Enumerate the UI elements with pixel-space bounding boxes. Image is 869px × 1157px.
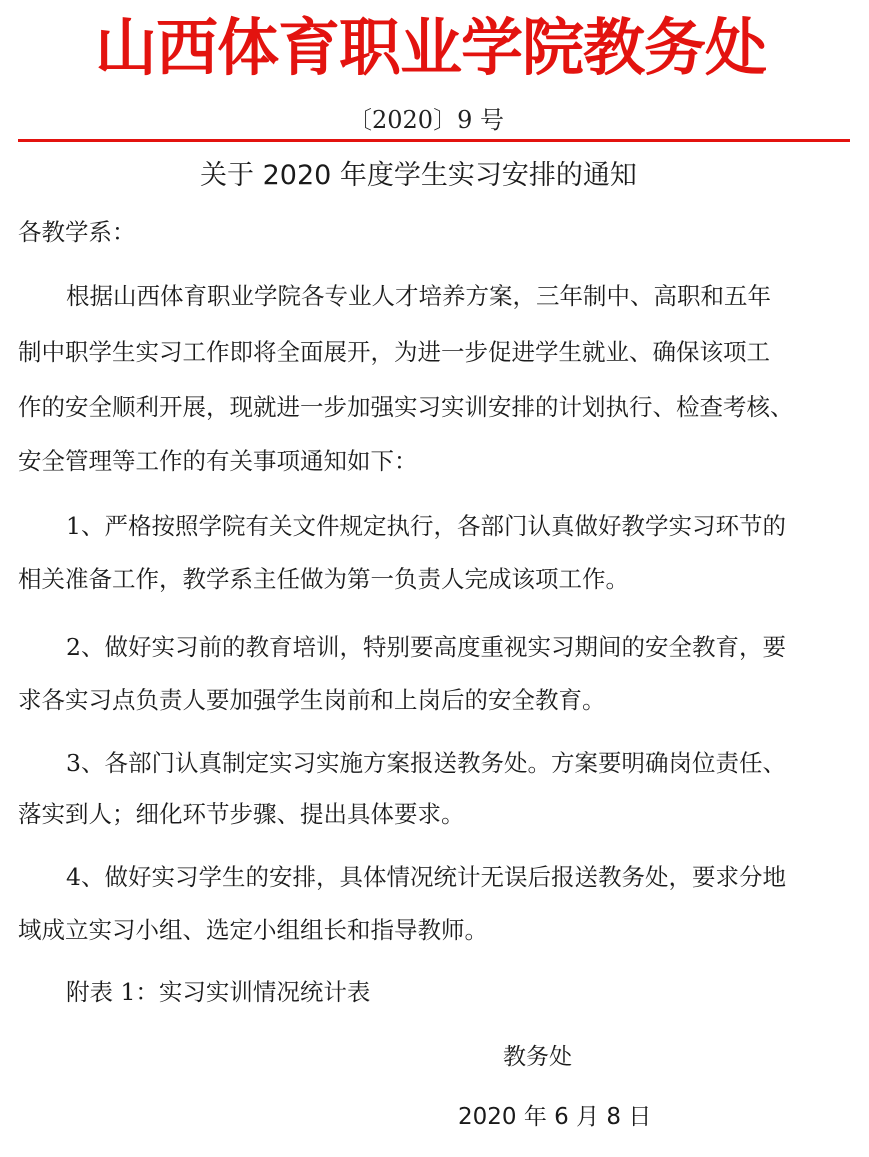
item-1-line: 1、严格按照学院有关文件规定执行，各部门认真做好教学实习环节的 <box>66 512 786 540</box>
intro-line: 作的安全顺利开展，现就进一步加强实习实训安排的计划执行、检查考核、 <box>18 393 794 421</box>
org-title: 山西体育职业学院教务处 <box>95 11 767 84</box>
item-2-line: 2、做好实习前的教育培训，特别要高度重视实习期间的安全教育，要 <box>66 633 786 661</box>
intro-line: 制中职学生实习工作即将全面展开，为进一步促进学生就业、确保该项工 <box>18 338 770 366</box>
salutation: 各教学系： <box>18 218 136 246</box>
intro-line: 安全管理等工作的有关事项通知如下： <box>18 447 418 475</box>
item-4-line: 域成立实习小组、选定小组组长和指导教师。 <box>18 916 488 944</box>
intro-line: 根据山西体育职业学院各专业人才培养方案，三年制中、高职和五年 <box>66 282 771 310</box>
notice-title: 关于 2020 年度学生实习安排的通知 <box>200 160 637 191</box>
document-number: 〔2020〕9 号 <box>348 106 504 134</box>
item-4-line: 4、做好实习学生的安排，具体情况统计无误后报送教务处，要求分地 <box>66 863 786 891</box>
red-divider-line <box>18 139 850 142</box>
item-1-line: 相关准备工作，教学系主任做为第一负责人完成该项工作。 <box>18 565 629 593</box>
issue-date: 2020 年 6 月 8 日 <box>458 1104 652 1130</box>
attachment-note: 附表 1：实习实训情况统计表 <box>66 978 371 1006</box>
item-3-line: 落实到人；细化环节步骤、提出具体要求。 <box>18 800 465 828</box>
item-3-line: 3、各部门认真制定实习实施方案报送教务处。方案要明确岗位责任、 <box>66 749 786 777</box>
signer: 教务处 <box>503 1044 572 1070</box>
item-2-line: 求各实习点负责人要加强学生岗前和上岗后的安全教育。 <box>18 686 606 714</box>
